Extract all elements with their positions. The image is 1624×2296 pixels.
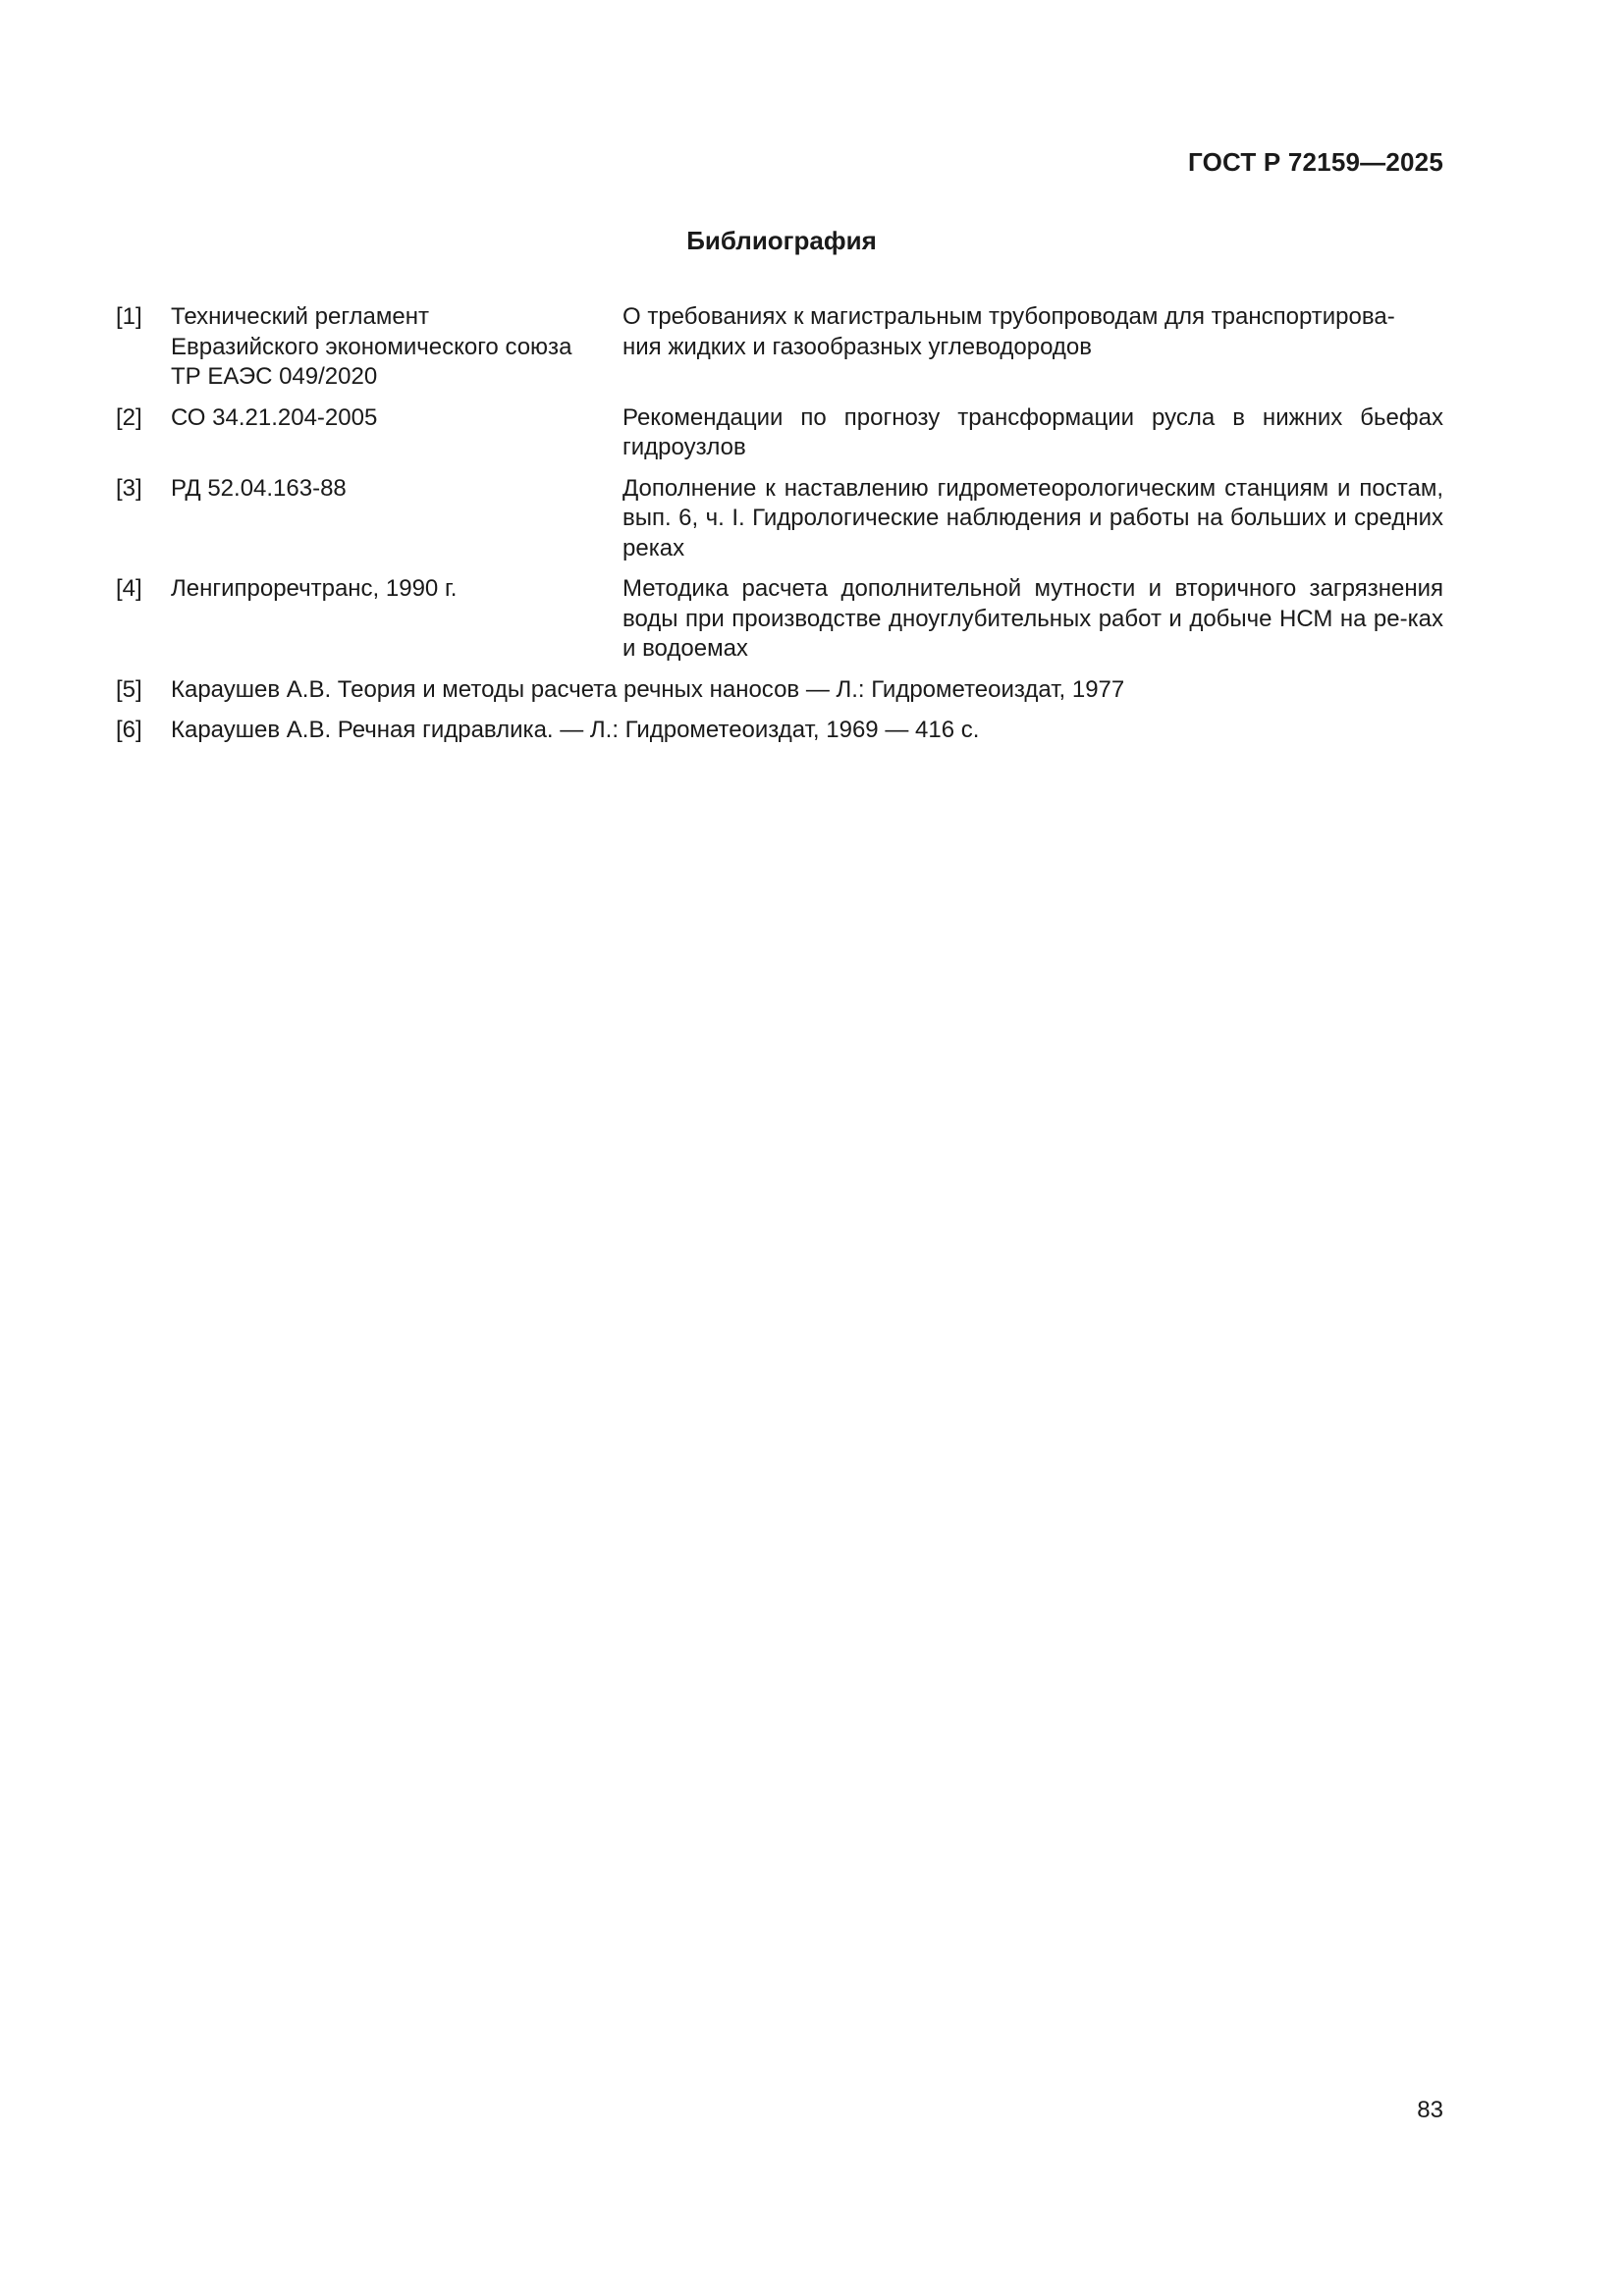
entry-title: О требованиях к магистральным трубопроводам для транспортирова- ния жидких и газообразных углеводородов: [623, 303, 1395, 360]
entry-source: СО 34.21.204-2005: [171, 403, 378, 431]
bibliography-entry: [116, 474, 1443, 564]
bibliography-entry: [116, 574, 1443, 665]
page-title: Библиография: [686, 226, 877, 255]
entry-source: Технический регламент Евразийского экономического союза ТР ЕАЭС 049/2020: [171, 303, 572, 390]
page-number: 83: [1417, 2097, 1443, 2123]
entry-number: [6]: [116, 717, 142, 743]
bibliography-list: [116, 302, 1443, 757]
bibliography-entry: [116, 403, 1443, 463]
entry-number: [2]: [116, 403, 142, 431]
document-code: ГОСТ Р 72159—2025: [1188, 147, 1443, 177]
entry-number: [1]: [116, 303, 142, 330]
entry-number: [5]: [116, 675, 142, 703]
entry-title: Рекомендации по прогнозу трансформации русла в нижних бьефах гидроузлов: [623, 403, 1443, 460]
bibliography-entry: [116, 302, 1443, 393]
entry-title: Методика расчета дополнительной мутности и вторичного загрязнения воды при производстве дноуглубительных работ и добыче НСМ на ре-ках и водоемах: [623, 575, 1443, 662]
bibliography-entry: [116, 716, 1443, 746]
bibliography-entry: [116, 675, 1443, 706]
entry-text: Караушев А.В. Речная гидравлика. — Л.: Гидрометеоиздат, 1969 — 416 с.: [171, 717, 980, 743]
entry-title: Дополнение к наставлению гидрометеорологическим станциям и постам, вып. 6, ч. I. Гидрологические наблюдения и работы на больших и средних реках: [623, 474, 1443, 561]
entry-source: Ленгипроречтранс, 1990 г.: [171, 575, 458, 602]
entry-text: Караушев А.В. Теория и методы расчета речных наносов — Л.: Гидрометеоиздат, 1977: [171, 675, 1125, 703]
entry-number: [4]: [116, 575, 142, 602]
entry-source: РД 52.04.163-88: [171, 474, 347, 502]
entry-number: [3]: [116, 474, 142, 502]
